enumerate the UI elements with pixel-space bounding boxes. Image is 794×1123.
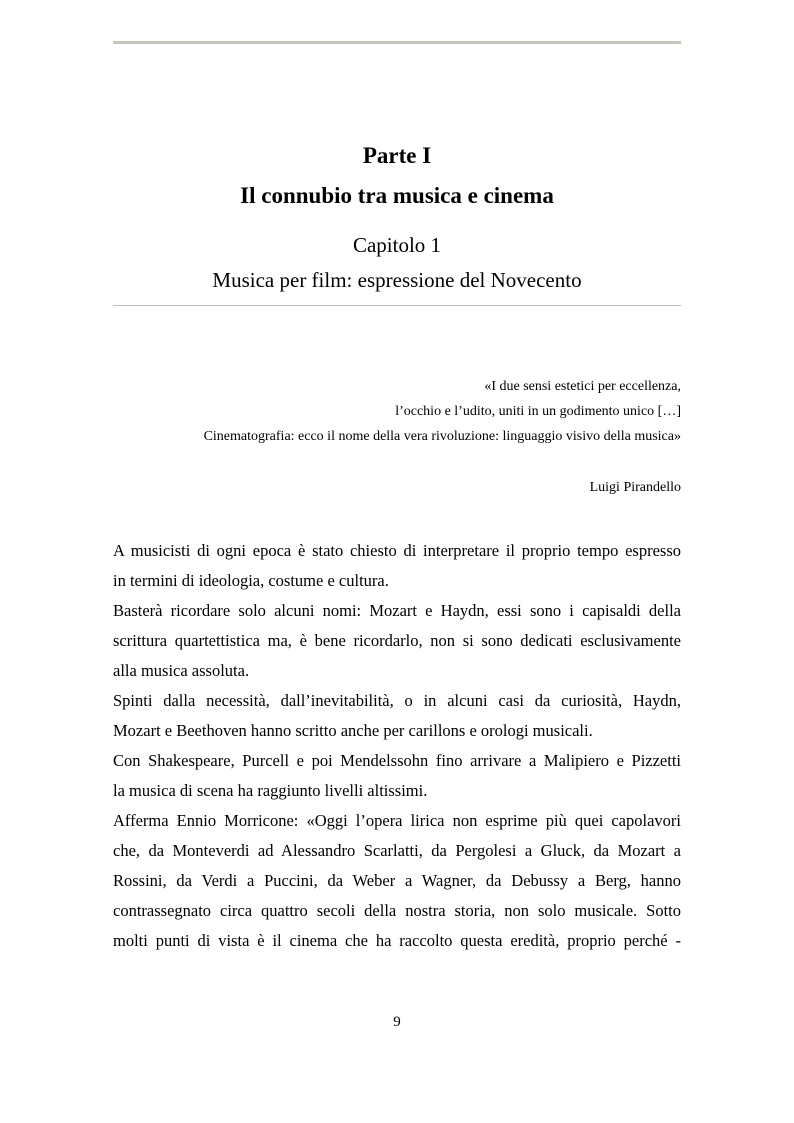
- body-line: Afferma Ennio Morricone: «Oggi l’opera lirica non esprime più quei capolavori: [113, 811, 681, 830]
- body-line: che, da Monteverdi ad Alessandro Scarlatti, da Pergolesi a Gluck, da Mozart a: [113, 841, 681, 860]
- body-line: molti punti di vista è il cinema che ha raccolto questa eredità, proprio perché -: [113, 931, 681, 950]
- body-line: in termini di ideologia, costume e cultura.: [113, 571, 389, 590]
- body-line: Spinti dalla necessità, dall’inevitabilità, o in alcuni casi da curiosità, Haydn,: [113, 691, 681, 710]
- header-rule: [113, 41, 681, 44]
- body-line: A musicisti di ogni epoca è stato chiesto di interpretare il proprio tempo espresso: [113, 541, 681, 560]
- epigraph-line: «I due sensi estetici per eccellenza,: [484, 379, 681, 394]
- epigraph-line: Cinematografia: ecco il nome della vera rivoluzione: linguaggio visivo della musica»: [203, 429, 681, 444]
- heading-divider: [113, 305, 681, 306]
- epigraph-line: l’occhio e l’udito, uniti in un godimento unico […]: [395, 404, 681, 419]
- body-line: la musica di scena ha raggiunto livelli altissimi.: [113, 781, 428, 800]
- body-line: alla musica assoluta.: [113, 661, 250, 680]
- part-subtitle: Il connubio tra musica e cinema: [240, 183, 554, 208]
- epigraph-author: Luigi Pirandello: [589, 480, 681, 495]
- body-line: Con Shakespeare, Purcell e poi Mendelssohn fino arrivare a Malipiero e Pizzetti: [113, 751, 681, 770]
- body-line: contrassegnato circa quattro secoli della nostra storia, non solo musicale. Sotto: [113, 901, 681, 920]
- body-paragraphs: [113, 536, 681, 956]
- epigraph-quote: [113, 374, 681, 449]
- chapter-label: Capitolo 1: [352, 233, 442, 257]
- chapter-title: Musica per film: espressione del Novecento: [212, 268, 582, 292]
- body-line: Mozart e Beethoven hanno scritto anche per carillons e orologi musicali.: [113, 721, 593, 740]
- page-number: 9: [393, 1014, 401, 1030]
- body-line: scrittura quartettistica ma, è bene ricordarlo, non si sono dedicati esclusivamente: [113, 631, 681, 650]
- body-line: Basterà ricordare solo alcuni nomi: Mozart e Haydn, essi sono i capisaldi della: [113, 601, 681, 620]
- body-line: Rossini, da Verdi a Puccini, da Weber a Wagner, da Debussy a Berg, hanno: [113, 871, 681, 890]
- part-title: Parte I: [362, 143, 432, 168]
